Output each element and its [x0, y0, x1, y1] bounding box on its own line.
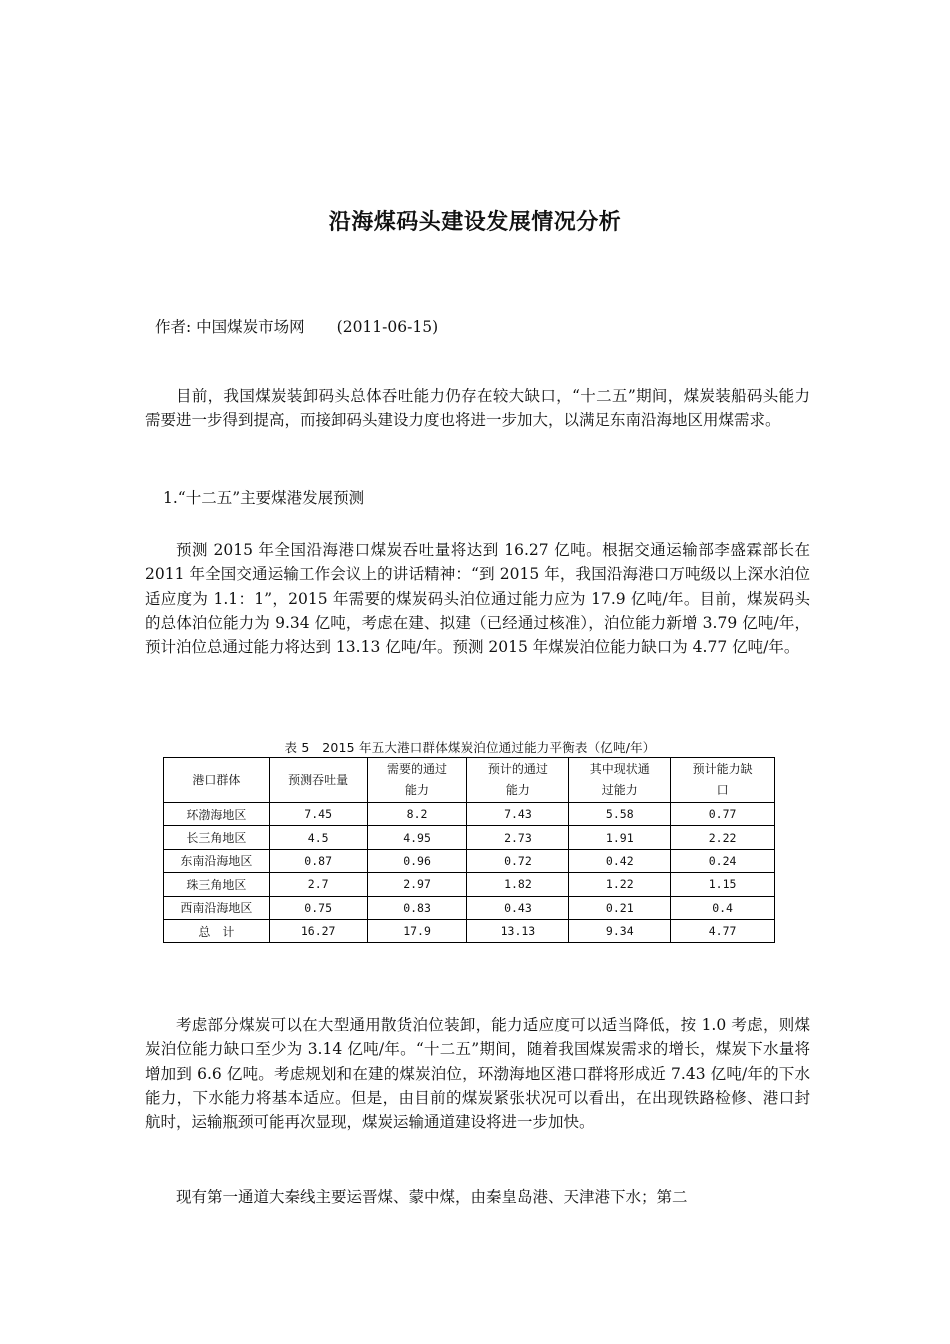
paragraph-forecast: 预测 2015 年全国沿海港口煤炭吞吐量将达到 16.27 亿吨。根据交通运输部李盛霖部长在 2011 年全国交通运输工作会议上的讲话精神：“到 2015 年，我国沿海港口万吨级以上深水泊位适应度为 1.1：1”，2015 年需要的煤炭码头泊位通过能力应为 17.9 亿吨/年。目前，煤炭码头的总体泊位能力为 9.34 亿吨，考虑在建、拟建（已经通过核准），泊位能力新增 3.79 亿吨/年，预计泊位总通过能力将达到 13.13 亿吨/年。预测 2015 年煤炭泊位能力缺口为 4.77 亿吨/年。 [145, 541, 810, 657]
cell-value: 16.27 [269, 919, 367, 942]
row-label: 珠三角地区 [164, 873, 270, 896]
paragraph-analysis: 考虑部分煤炭可以在大型通用散货泊位装卸，能力适应度可以适当降低，按 1.0 考虑，则煤炭泊位能力缺口至少为 3.14 亿吨/年。“十二五”期间，随着我国煤炭需求的增长，煤炭下水量将增加到 6.6 亿吨。考虑规划和在建的煤炭泊位，环渤海地区港口群将形成近 7.43 亿吨/年的下水能力，下水能力将基本适应。但是，由目前的煤炭紧张状况可以看出，在出现铁路检修、港口封航时，运输瓶颈可能再次显现，煤炭运输通道建设将进一步加快。 [145, 1016, 810, 1132]
cell-value: 0.21 [569, 896, 671, 919]
table-row [164, 826, 775, 849]
cell-value: 2.22 [671, 826, 775, 849]
cell-value: 7.45 [269, 803, 367, 826]
cell-value: 0.83 [367, 896, 467, 919]
article-title: 沿海煤码头建设发展情况分析 [328, 209, 622, 235]
cell-value: 1.15 [671, 873, 775, 896]
row-label: 东南沿海地区 [164, 849, 270, 872]
row-label: 长三角地区 [164, 826, 270, 849]
cell-value: 9.34 [569, 919, 671, 942]
row-label: 环渤海地区 [164, 803, 270, 826]
cell-value: 2.97 [367, 873, 467, 896]
cell-value: 0.24 [671, 849, 775, 872]
header-current-capacity: 其中现状通 过能力 [569, 758, 671, 803]
header-capacity-gap: 预计能力缺 口 [671, 758, 775, 803]
cell-value: 1.82 [467, 873, 569, 896]
cell-value: 2.73 [467, 826, 569, 849]
header-expected-capacity: 预计的通过 能力 [467, 758, 569, 803]
capacity-table [163, 757, 775, 943]
cell-value: 4.77 [671, 919, 775, 942]
cell-value: 5.58 [569, 803, 671, 826]
cell-value: 0.43 [467, 896, 569, 919]
cell-value: 17.9 [367, 919, 467, 942]
table-total-row [164, 919, 775, 942]
author: 作者: 中国煤炭市场网 [155, 318, 305, 336]
row-label: 西南沿海地区 [164, 896, 270, 919]
table-row [164, 873, 775, 896]
cell-value: 1.91 [569, 826, 671, 849]
cell-value: 0.4 [671, 896, 775, 919]
cell-value: 0.75 [269, 896, 367, 919]
paragraph-channels: 现有第一通道大秦线主要运晋煤、蒙中煤，由秦皇岛港、天津港下水；第二 [176, 1188, 688, 1206]
header-forecast-throughput: 预测吞吐量 [269, 758, 367, 803]
cell-value: 0.72 [467, 849, 569, 872]
table-row [164, 849, 775, 872]
table-caption: 表 5 2015 年五大港口群体煤炭泊位通过能力平衡表（亿吨/年） [284, 740, 656, 755]
publish-date: (2011-06-15) [336, 318, 439, 336]
cell-value: 0.42 [569, 849, 671, 872]
cell-value: 0.87 [269, 849, 367, 872]
cell-value: 2.7 [269, 873, 367, 896]
cell-value: 7.43 [467, 803, 569, 826]
header-required-capacity: 需要的通过 能力 [367, 758, 467, 803]
cell-value: 4.5 [269, 826, 367, 849]
table-row [164, 803, 775, 826]
cell-value: 0.96 [367, 849, 467, 872]
header-port-group: 港口群体 [164, 758, 270, 803]
cell-value: 0.77 [671, 803, 775, 826]
cell-value: 4.95 [367, 826, 467, 849]
table-row [164, 896, 775, 919]
section-heading: 1.“十二五”主要煤港发展预测 [163, 489, 365, 507]
cell-value: 13.13 [467, 919, 569, 942]
byline [155, 315, 438, 337]
paragraph-intro: 目前，我国煤炭装卸码头总体吞吐能力仍存在较大缺口，“十二五”期间，煤炭装船码头能力需要进一步得到提高，而接卸码头建设力度也将进一步加大，以满足东南沿海地区用煤需求。 [145, 387, 810, 430]
table-header-row [164, 758, 775, 803]
cell-value: 1.22 [569, 873, 671, 896]
cell-value: 8.2 [367, 803, 467, 826]
row-label: 总 计 [164, 919, 270, 942]
